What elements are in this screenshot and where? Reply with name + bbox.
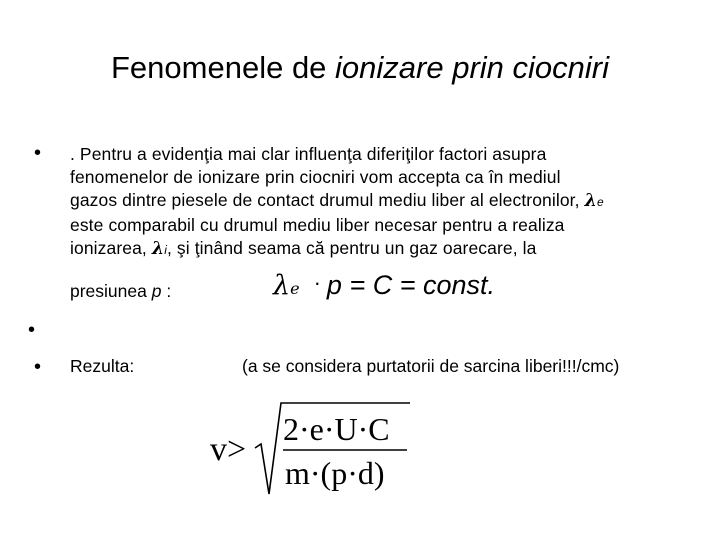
title-text-italic: ionizare prin ciocniri	[335, 50, 609, 85]
velocity-formula	[205, 398, 415, 498]
formula-lhs: v>	[210, 431, 247, 468]
lambda-subscript-e: e	[596, 195, 604, 209]
paragraph-line-5-text-a: ionizarea,	[70, 238, 152, 258]
pressure-label	[70, 281, 171, 302]
bullet-2-marker: •	[28, 319, 36, 341]
lambda-subscript-i: i	[164, 243, 167, 257]
paragraph-line-2: fenomenelor de ionizare prin ciocniri vom accepta ca în mediul	[70, 167, 561, 187]
result-label: Rezulta:	[70, 356, 135, 376]
pressure-symbol: p	[151, 281, 162, 301]
equation-lambda: λ	[273, 270, 291, 301]
slide-title	[0, 48, 720, 88]
paragraph-line-1: . Pentru a evidenţia mai clar influenţa diferiţilor factori asupra	[70, 144, 547, 164]
pressure-label-text: presiunea	[70, 281, 152, 301]
lambda-symbol: λ	[584, 191, 597, 211]
bullet-3-marker: •	[34, 356, 42, 378]
pressure-colon: :	[161, 281, 172, 301]
formula-numerator: 2·e·U·C	[283, 411, 390, 447]
paragraph-ionization	[70, 143, 710, 262]
paragraph-line-5	[70, 237, 710, 262]
equation-subscript: e	[290, 279, 300, 298]
paschen-equation	[273, 270, 495, 301]
title-text-regular: Fenomenele de	[111, 50, 336, 85]
paragraph-line-5-text-b: , şi ţinând seama că pentru un gaz oarecare, la	[167, 238, 537, 258]
paragraph-line-3-text: gazos dintre piesele de contact drumul mediu liber al electronilor,	[70, 190, 585, 210]
bullet-1-marker: •	[34, 142, 42, 164]
result-note: (a se considera purtatorii de sarcina liberi!!!/cmc)	[242, 356, 620, 376]
lambda-i-symbol: λ	[151, 239, 165, 259]
equation-dot: ·	[313, 270, 321, 295]
pressure-row	[70, 264, 710, 304]
equation-rest: p = C = const.	[326, 270, 496, 300]
paragraph-line-3	[70, 189, 710, 214]
paragraph-line-4: este comparabil cu drumul mediu liber necesar pentru a realiza	[70, 215, 565, 235]
formula-denominator: m·(p·d)	[285, 455, 385, 491]
